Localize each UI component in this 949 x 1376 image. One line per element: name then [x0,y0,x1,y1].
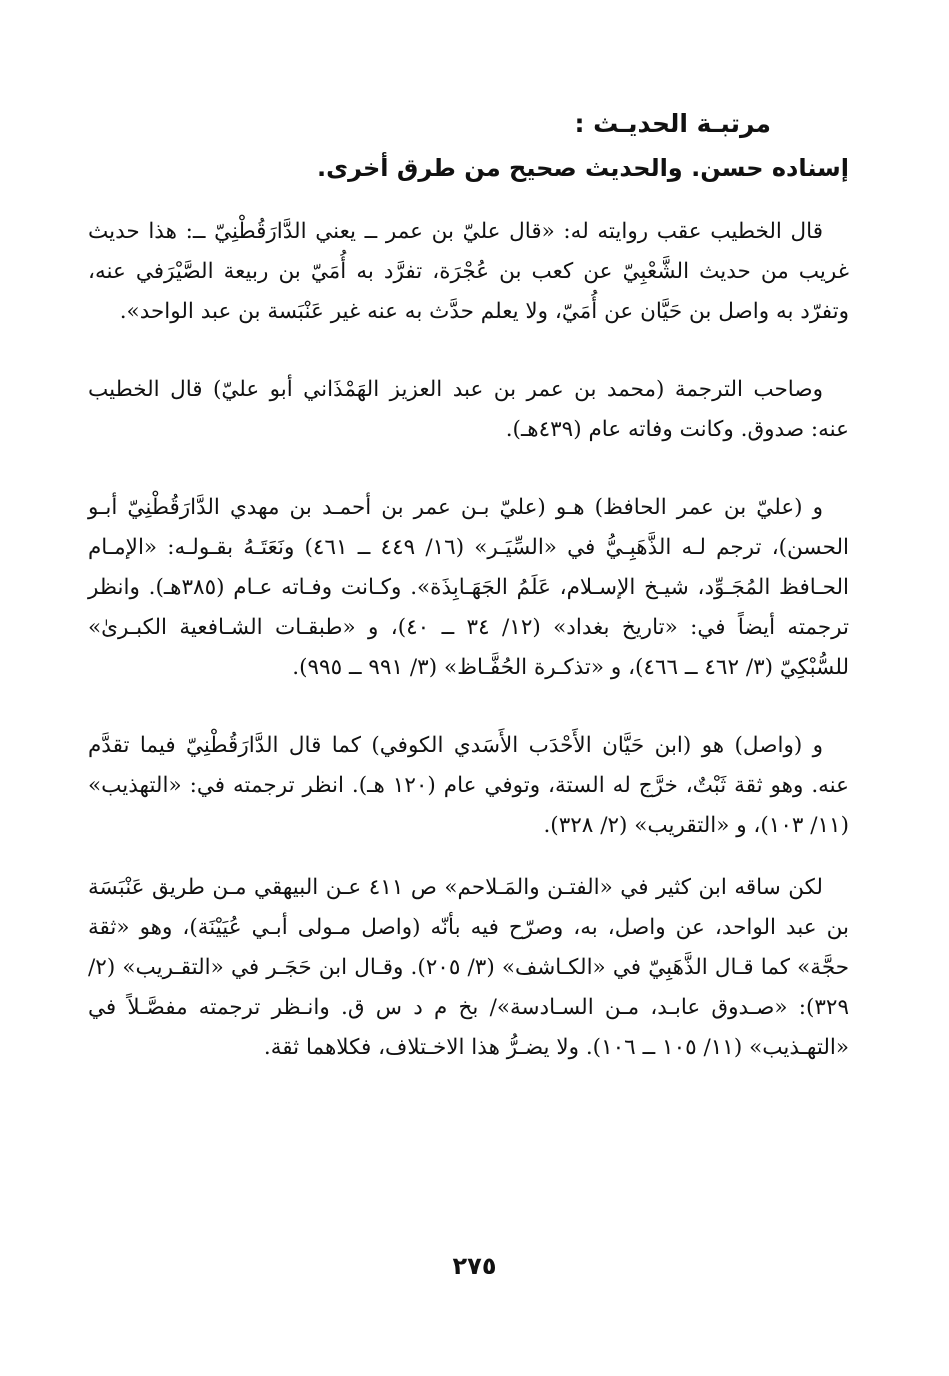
paragraph-biography-subject: وصاحب الترجمة (محمد بن عمر بن عبد العزيز الهَمْذَاني أبو عليّ) قال الخطيب عنه: صدوق. وكانت وفاته عام (٤٣٩هـ). [88,377,849,442]
paragraph-ibn-kathir: لكن ساقه ابن كثير في «الفتـن والمَـلاحم» ص ٤١١ عـن البيهقي مـن طريق عَنْبَسَة بن عبد الواحد، عن واصل، به، وصرّح فيه بأنّه (واصل مـولى أبـي عُيَيْنَة)، وهو «ثقة حجَّة» كما قـال الذَّهَبِيّ في «الكـاشف» (٣/ ٢٠٥). وقـال ابن حَجَـر في «التقـريب» (٢/ ٣٢٩): «صـدوق عابـد، مـن السـادسة»/ بخ م د س ق. وانـظر ترجمته مفصَّـلاً في «التهـذيب» (١١/ ١٠٥ ــ ١٠٦). ولا يضـرُّ هذا الاخـتلاف، فكلاهما ثقة. [88,875,849,1060]
page-body [88,108,849,1106]
hadith-grade: إسناده حسن. والحديث صحيح من طرق أخرى. [316,154,849,182]
paragraph-wasil: و (واصل) هو (ابن حَيَّان الأَحْدَب الأَسَدي الكوفي) كما قال الدَّارَقُطْنِيّ فيما تقدَّم عنه. وهو ثقة ثَبْتٌ، خرَّج له الستة، وتوفي عام (١٢٠ هـ). انظر ترجمته في: «التهذيب» (١١/ ١٠٣)، و «التقريب» (٢/ ٣٢٨). [88,733,849,838]
section-heading: مرتبـة الحديـث : [574,109,771,138]
page-number: ٢٧٥ [452,1252,497,1280]
paragraph-daraqutni: و (عليّ بن عمر الحافظ) هـو (عليّ بـن عمر بن أحمـد بن مهدي الدَّارَقُطْنِيّ أبـو الحسن)، ترجم لـه الذَّهَبِـيُّ في «السِّيَـر» (١٦/ ٤٤٩ ــ ٤٦١) ونَعَتَـهُ بقـولـه: «الإمـام الحـافظ المُجَـوِّد، شيـخ الإسـلام، عَلَمُ الجَهَـابِذَة». وكـانت وفـاته عـام (٣٨٥هـ). وانظر ترجمته أيضاً في: «تاريخ بغداد» (١٢/ ٣٤ ــ ٤٠)، و «طبقـات الشـافعية الكبـرىٰ» للسُّبْكِيّ (٣/ ٤٦٢ ــ ٤٦٦)، و «تذكـرة الحُفَّـاظ» (٣/ ٩٩١ ــ ٩٩٥). [88,495,850,680]
paragraph-khatib-quote: قال الخطيب عقب روايته له: «قال عليّ بن عمر ــ يعني الدَّارَقُطْنِيّ ــ: هذا حديث غريب من حديث الشَّعْبِيّ عن كعب بن عُجْرَة، تفرَّد به أُمَيّ بن ربيعة الصَّيْرَفي عنه، وتفرّد به واصل بن حَيَّان عن أُمَيّ، ولا يعلم حدَّث به عنه غير عَنْبَسة بن عبد الواحد». [88,219,849,324]
